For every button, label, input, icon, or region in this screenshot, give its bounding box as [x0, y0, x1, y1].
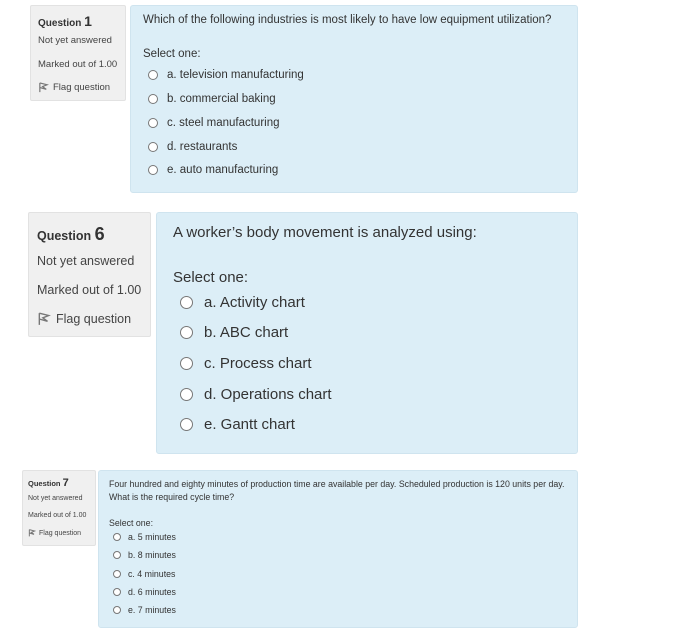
select-one-prompt: Select one:	[143, 48, 201, 60]
flag-icon	[28, 529, 36, 537]
question-grade: Marked out of 1.00	[37, 283, 142, 297]
radio-button[interactable]	[113, 570, 121, 578]
option-c[interactable]	[148, 117, 280, 129]
question-grade: Marked out of 1.00	[38, 59, 118, 70]
option-label: d. Operations chart	[204, 386, 332, 403]
radio-button[interactable]	[180, 326, 193, 339]
flag-question-link[interactable]	[38, 82, 118, 93]
question-number	[28, 477, 90, 489]
option-b[interactable]	[180, 324, 288, 341]
radio-button[interactable]	[148, 70, 158, 80]
option-a[interactable]	[180, 294, 305, 311]
option-label: e. 7 minutes	[128, 605, 176, 615]
radio-button[interactable]	[113, 533, 121, 541]
radio-button[interactable]	[180, 296, 193, 309]
option-d[interactable]	[113, 587, 176, 597]
radio-button[interactable]	[180, 357, 193, 370]
radio-button[interactable]	[148, 142, 158, 152]
question-7-content	[98, 470, 578, 628]
option-label: c. Process chart	[204, 355, 312, 372]
flag-icon	[37, 312, 51, 326]
radio-button[interactable]	[113, 551, 121, 559]
option-label: b. commercial baking	[167, 93, 276, 105]
radio-button[interactable]	[180, 388, 193, 401]
option-label: a. Activity chart	[204, 294, 305, 311]
option-e[interactable]	[113, 605, 176, 615]
flag-question-link[interactable]	[28, 529, 90, 537]
option-label: b. ABC chart	[204, 324, 289, 341]
question-7-info	[22, 470, 96, 546]
option-e[interactable]	[148, 164, 278, 176]
option-label: d. restaurants	[167, 141, 238, 153]
flag-question-label: Flag question	[56, 312, 132, 326]
question-6-content	[156, 212, 578, 454]
radio-button[interactable]	[113, 588, 121, 596]
select-one-prompt: Select one:	[109, 518, 154, 528]
radio-button[interactable]	[148, 118, 158, 128]
radio-button[interactable]	[148, 165, 158, 175]
question-text: Which of the following industries is most likely to have low equipment utilization?	[143, 14, 552, 26]
option-e[interactable]	[180, 416, 295, 433]
question-state: Not yet answered	[28, 495, 83, 502]
flag-question-label: Flag question	[53, 82, 111, 93]
option-label: a. 5 minutes	[128, 532, 176, 542]
option-label: b. 8 minutes	[128, 550, 176, 560]
option-a[interactable]	[148, 69, 304, 81]
option-label: e. Gantt chart	[204, 416, 295, 433]
option-d[interactable]	[148, 141, 237, 153]
question-number	[37, 224, 142, 245]
question-label: Question	[38, 18, 82, 29]
option-label: a. television manufacturing	[167, 69, 304, 81]
option-b[interactable]	[148, 93, 276, 105]
question-label: Question	[37, 229, 92, 243]
question-label: Question	[28, 479, 61, 488]
question-6-info	[28, 212, 151, 337]
option-c[interactable]	[113, 569, 175, 579]
flag-question-label: Flag question	[39, 529, 82, 537]
option-c[interactable]	[180, 355, 312, 372]
option-a[interactable]	[113, 532, 176, 542]
flag-question-link[interactable]	[37, 312, 142, 326]
flag-icon	[38, 82, 49, 93]
radio-button[interactable]	[180, 418, 193, 431]
question-number-value: 1	[84, 13, 92, 29]
question-number-value: 6	[94, 224, 105, 244]
question-1-info	[30, 5, 126, 101]
option-b[interactable]	[113, 550, 176, 560]
question-state: Not yet answered	[37, 254, 135, 268]
radio-button[interactable]	[148, 94, 158, 104]
question-grade: Marked out of 1.00	[28, 512, 87, 519]
option-label: e. auto manufacturing	[167, 164, 279, 176]
option-label: c. 4 minutes	[128, 569, 176, 579]
question-number-value: 7	[62, 477, 69, 489]
option-label: c. steel manufacturing	[167, 117, 280, 129]
option-d[interactable]	[180, 386, 332, 403]
question-1-content	[130, 5, 578, 193]
option-label: d. 6 minutes	[128, 587, 176, 597]
radio-button[interactable]	[113, 606, 121, 614]
question-text: A worker’s body movement is analyzed using:	[173, 224, 477, 241]
question-number	[38, 13, 118, 29]
select-one-prompt: Select one:	[173, 269, 249, 286]
question-text: Four hundred and eighty minutes of production time are available per day. Scheduled production is 120 units per day. What is the required cycle time?	[109, 479, 565, 502]
question-state: Not yet answered	[38, 35, 112, 46]
